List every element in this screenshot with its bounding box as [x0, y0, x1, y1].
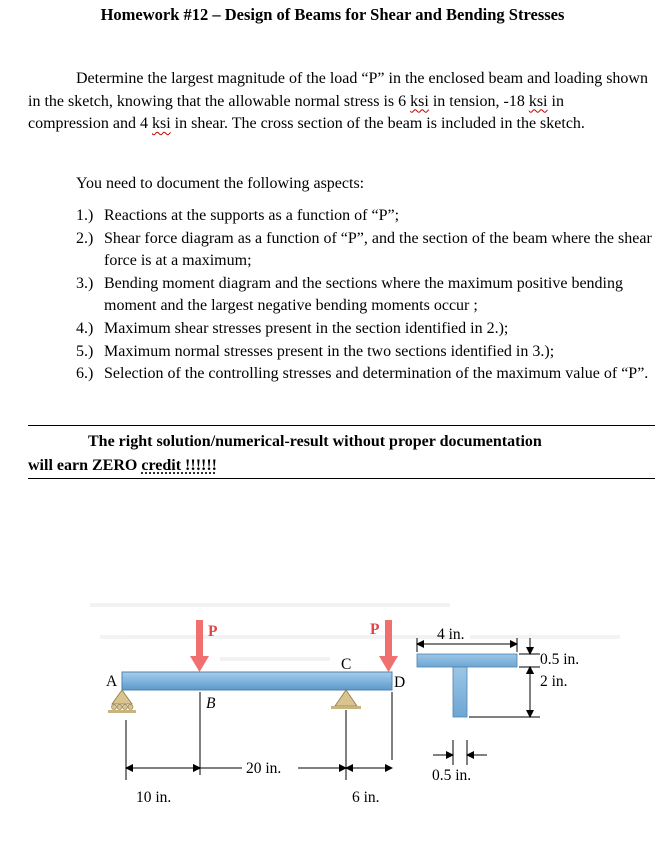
warning-credit: credit !!!!!!	[141, 457, 217, 474]
warning-note	[28, 430, 655, 478]
list-item: 1.) Reactions at the supports as a function of “P”;	[76, 207, 400, 224]
requirements-heading: You need to document the following aspects:	[76, 175, 365, 192]
warning-line-2: will earn ZERO	[28, 457, 142, 474]
unit-ksi-3: ksi	[151, 115, 171, 133]
point-b-label: B	[206, 695, 216, 712]
web-height-label: 2 in.	[540, 673, 568, 690]
list-item: 4.) Maximum shear stresses present in the section identified in 2.);	[76, 319, 509, 337]
statement-part-3: in compression and 4	[28, 92, 564, 133]
dimension-cd: 6 in.	[352, 789, 380, 806]
dimension-bc: 20 in.	[246, 760, 282, 777]
top-divider	[28, 425, 655, 426]
cross-section	[417, 654, 517, 717]
load-arrow-left	[190, 620, 209, 672]
statement-part-1: Determine the largest magnitude of the load “P” in the enclosed beam and loading shown in the sketch, knowing that the allowable normal stress is 6	[28, 70, 648, 110]
problem-statement	[28, 68, 648, 136]
unit-ksi-1: ksi	[410, 92, 429, 110]
list-item: 5.) Maximum normal stresses present in the two sections identified in 3.);	[76, 342, 555, 360]
list-item: 3.) Bending moment diagram and the sections where the maximum positive bending moment and the largest negative bending moments occur ;	[76, 274, 623, 315]
flange-width-dimension	[417, 638, 517, 652]
dimension-ab: 10 in.	[136, 789, 172, 806]
list-item: 2.) Shear force diagram as a function of “P”, and the section of the beam where the shear force is at a maximum;	[76, 229, 652, 270]
web-thickness-label: 0.5 in.	[432, 767, 472, 784]
point-a-label: A	[106, 673, 118, 690]
pin-support-c	[331, 690, 361, 709]
point-c-label: C	[341, 656, 352, 673]
load-label-left: P	[208, 623, 218, 640]
list-item: 6.) Selection of the controlling stresses and determination of the maximum value of “P”.	[76, 365, 649, 383]
beam-diagram	[0, 580, 665, 841]
roller-support-a	[108, 690, 136, 713]
vertical-dimensions	[469, 638, 540, 717]
page-title: Homework #12 – Design of Beams for Shear and Bending Stresses	[100, 5, 565, 24]
beam-sketch	[0, 580, 665, 841]
load-arrow-right	[379, 620, 398, 672]
unit-ksi-2: ksi	[528, 92, 548, 110]
flange-thickness-label: 0.5 in.	[540, 651, 580, 668]
web-thickness-dimension	[433, 740, 487, 765]
point-d-label: D	[394, 674, 406, 691]
bottom-divider	[28, 478, 655, 479]
statement-part-2: in tension, -18	[428, 92, 529, 110]
flange-width-label: 4 in.	[437, 626, 465, 643]
statement-part-4: in shear. The cross section of the beam is included in the sketch.	[170, 115, 585, 133]
requirements-list	[76, 205, 656, 386]
load-label-right: P	[370, 621, 380, 638]
warning-line-1: The right solution/numerical-result without proper documentation	[88, 433, 542, 450]
